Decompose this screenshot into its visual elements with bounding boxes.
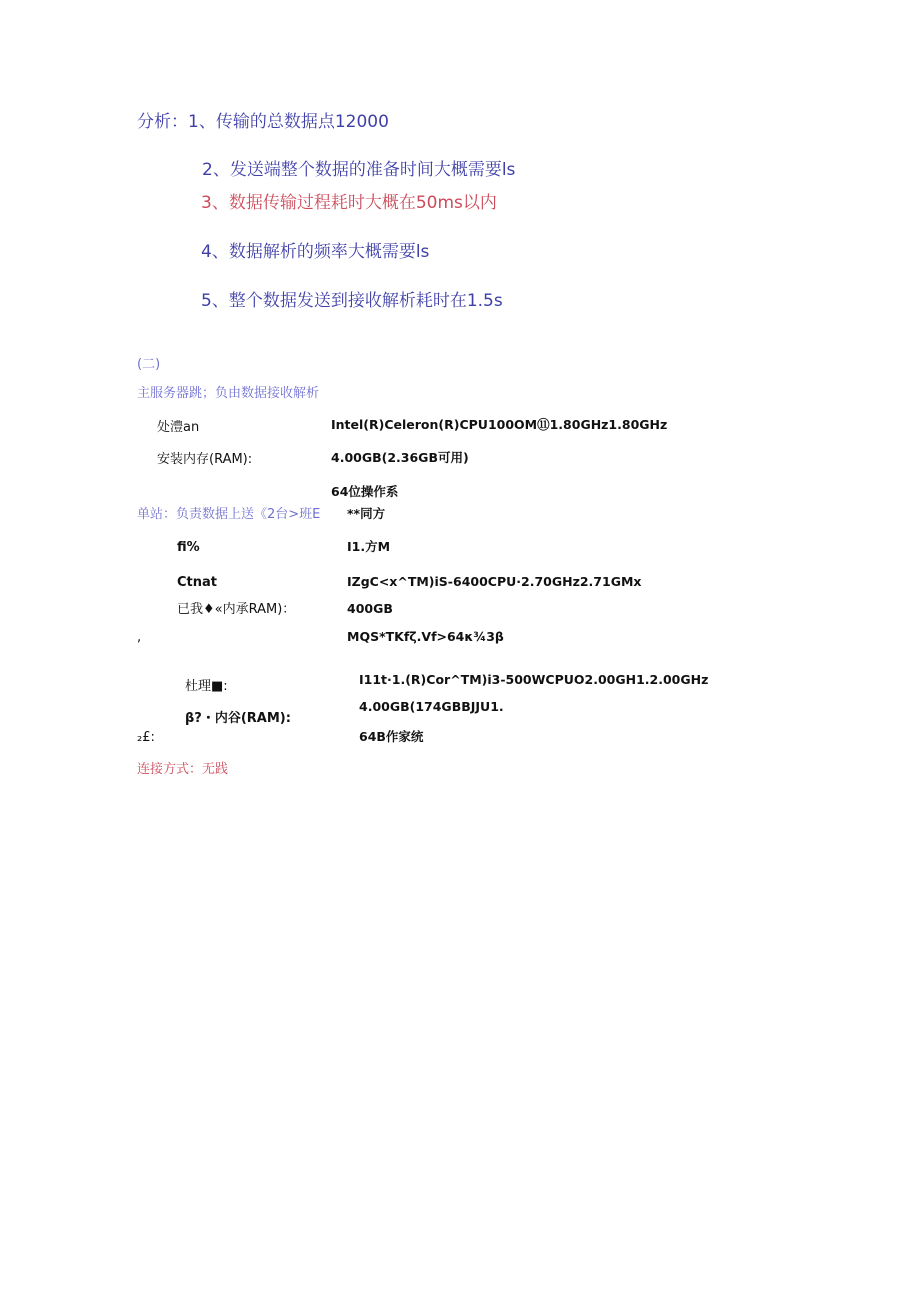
sub-station-2-os-label: ₂£:: [137, 730, 155, 745]
sub-station-ram-label: 已我♦«内承RAM)：: [177, 602, 296, 617]
sub-station-model-label: fi%: [177, 540, 200, 555]
main-server-processor-label: 处澧an: [157, 420, 200, 435]
main-server-os-value: 64位操作系: [331, 484, 399, 499]
sub-station-2-os-value: 64B作家统: [359, 729, 424, 744]
sub-station-model-value: I1.方M: [347, 539, 391, 554]
sub-station-processor-value: IZgC<x^TM)iS-6400CPU·2.70GHz2.71GMx: [347, 574, 642, 589]
section-label: (二): [137, 357, 161, 372]
sub-station-os-value: MQS*TKfζ.Vf>64κ¾3β: [347, 629, 504, 644]
sub-station-os-label: ,: [137, 630, 142, 645]
sub-station-maker-value: **同方: [347, 506, 386, 521]
analysis-line-1: 分析：1、传输的总数据点12000: [137, 112, 389, 132]
main-server-ram-value: 4.00GB(2.36GB可用): [331, 450, 469, 465]
analysis-line-4: 4、数据解析的频率大概需要ls: [201, 242, 430, 262]
analysis-line-3: 3、数据传输过程耗时大概在50ms以内: [201, 193, 497, 213]
main-server-processor-value: Intel(R)Celeron(R)CPU100OM⑪1.80GHz1.80GHz: [331, 417, 668, 432]
sub-station-2-ram-value: 4.00GB(174GBBJJU1.: [359, 699, 504, 714]
main-server-os-clip: [331, 480, 531, 499]
analysis-line-2: 2、发送端整个数据的准备时间大概需要ls: [202, 160, 516, 180]
analysis-line-5: 5、整个数据发送到接收解析耗时在1.5s: [201, 291, 503, 311]
main-server-ram-label: 安装内存(RAM):: [157, 452, 253, 467]
sub-station-ram-value: 400GB: [347, 601, 393, 616]
sub-station-2-processor-value: I11t·1.(R)Cor^TM)i3-500WCPUO2.00GH1.2.00GHz: [359, 672, 709, 687]
sub-station-processor-label: Ctnat: [177, 575, 217, 590]
sub-station-2-ram-label: β?・内谷(RAM):: [185, 711, 291, 726]
sub-station-2-processor-label: 杜理■:: [185, 679, 228, 694]
connection-method: 连接方式：无践: [137, 762, 229, 777]
main-server-title: 主服务器跳；负由数据接收解析: [137, 386, 320, 401]
sub-station-title: 单站：负责数据上送《2台>班E: [137, 507, 321, 522]
